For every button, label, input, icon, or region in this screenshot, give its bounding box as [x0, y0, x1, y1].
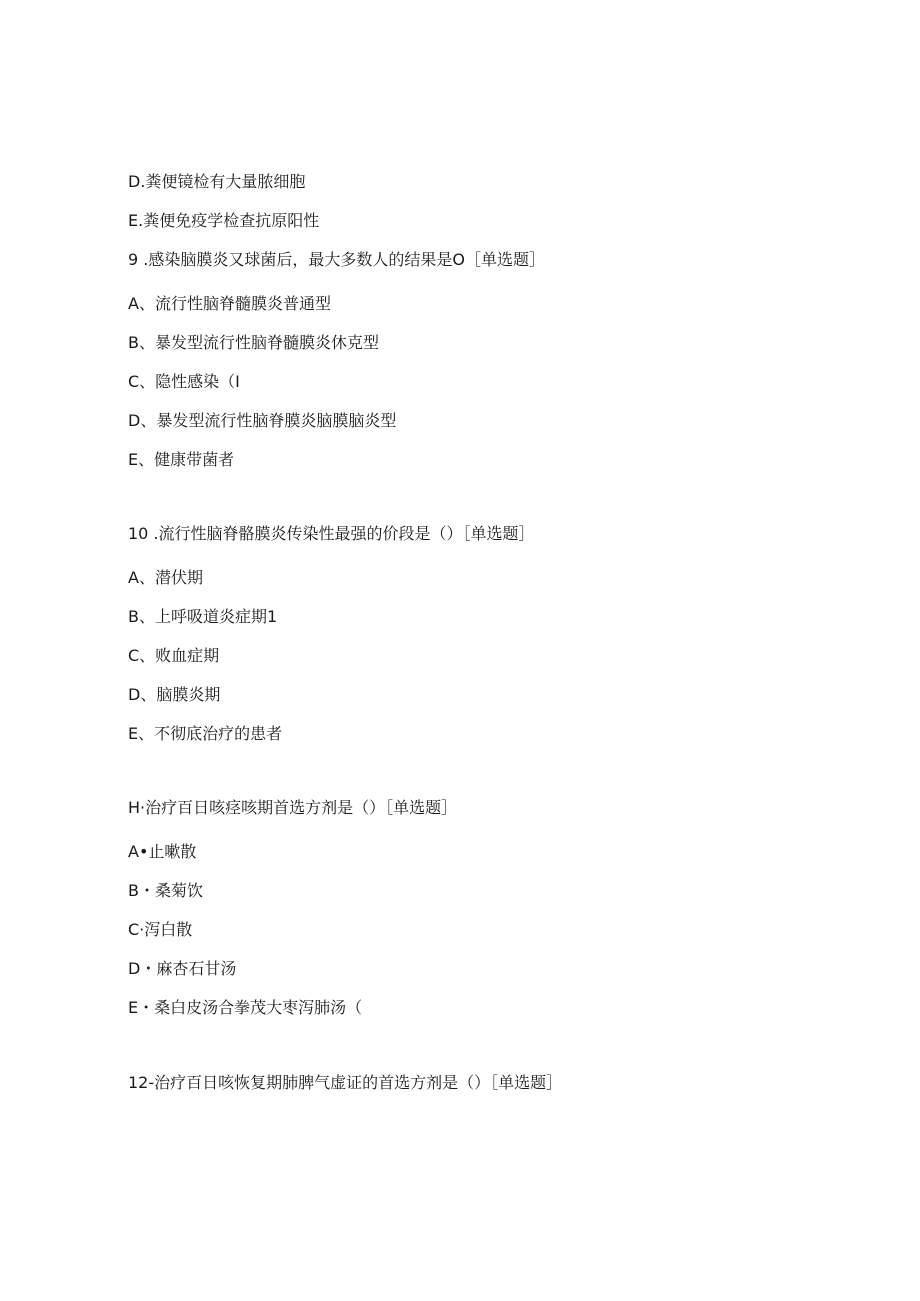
q9-option-a: A、流行性脑脊髓膜炎普通型: [128, 294, 331, 313]
q10-option-a: A、潜伏期: [128, 568, 203, 587]
q10-question: 10 .流行性脑脊骼膜炎传染性最强的价段是（）［单选题］: [128, 524, 535, 543]
q11-question: H·治疗百日咳痉咳期首选方剂是（）［单选题］: [128, 798, 458, 817]
q9-option-e: E、健康带菌者: [128, 450, 235, 469]
q8-option-e: E.粪便免疫学检查抗原阳性: [128, 211, 320, 230]
q10-option-e: E、不彻底治疗的患者: [128, 724, 283, 743]
q9-question: 9 .感染脑膜炎又球菌后，最大多数人的结果是O［单选题］: [128, 250, 545, 269]
q9-option-b: B、暴发型流行性脑脊髓膜炎休克型: [128, 333, 379, 352]
q11-option-b: B・桑菊饮: [128, 881, 203, 900]
q11-option-a: A•止嗽散: [128, 842, 197, 861]
q11-option-d: D・麻杏石甘汤: [128, 959, 237, 978]
q10-option-b: B、上呼吸道炎症期1: [128, 607, 278, 626]
q9-option-d: D、暴发型流行性脑脊膜炎脑膜脑炎型: [128, 411, 397, 430]
q12-question: 12-治疗百日咳恢复期肺脾气虚证的首选方剂是（）［单选题］: [128, 1073, 563, 1092]
q10-option-d: D、脑膜炎期: [128, 685, 221, 704]
q11-option-e: E・桑白皮汤合拳茂大枣泻肺汤（: [128, 998, 363, 1017]
q8-option-d: D.粪便镜检有大量脓细胞: [128, 172, 306, 191]
q9-option-c: C、隐性感染（I: [128, 372, 240, 391]
q11-option-c: C·泻白散: [128, 920, 193, 939]
q10-option-c: C、败血症期: [128, 646, 220, 665]
